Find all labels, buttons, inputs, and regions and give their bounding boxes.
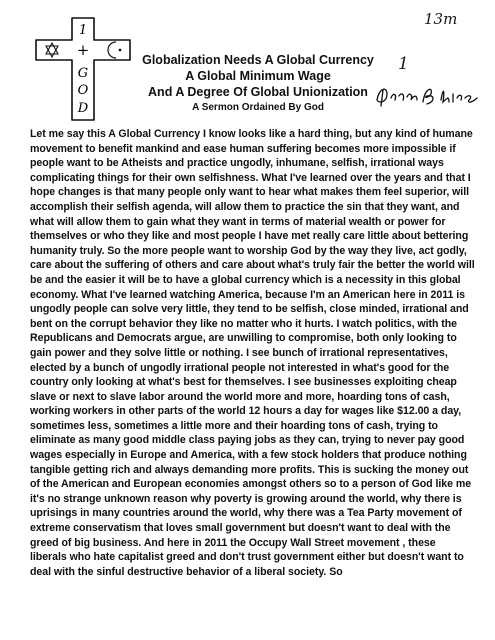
cross-text-plus: + — [76, 41, 90, 59]
cross-text-1: 1 — [78, 23, 88, 38]
cross-text-o: O — [77, 83, 89, 98]
cross-text-d: D — [77, 101, 89, 116]
body-paragraph: Let me say this A Global Currency I know looks like a hard thing, but any kind of humane movement to benefit mankind and ease human suffering becomes more impossible if people want to be Atheists and practice ungodly, inhumane, selfish, irrational ways complicating things for their own selfishness. What I've learned over the years and that I hope changes is that many people only want to hear what makes them feel superior, will accomplish their selfish agenda, will allow them to practice the sin that they want, and what will allow them to gain what they want in terms of material wealth or power for themselves or who they like and most people I have met really care little about bettering humanity truly. So the more people want to worship God by the way they live, act godly, care about the suffering of others and care about what's truly fair the better the world will be and the easier it will be to have a global currency which is a necessity in this global economy. What I've learned watching America, because I'm an American here in 2011 is ungodly people can solve very little, they tend to be selfish, close minded, irrational and bent on the corrupt behavior they like no matter who it hurts. I watch politics, with the Republicans and Democrats argue, are unwilling to compromise, both only looking to gain power and they solve little or nothing. I see bunch of irrational representatives, elected by a bunch of ungodly irrational people not interested in what's good for the country only looking at what's best for themselves. I see businesses exploiting cheap slave or next to slave labor around the world more and more, hoarding tons of cash, working workers in other parts of the world 12 hours a day for wages like $12.00 a day, sometimes less, sometimes a little more and their hoarding tons of cash, trying to eliminate as many good middle class paying jobs as they can, trying to never pay good wages especially in Europe and America, with a few stock holders that produce nothing tangible getting rich and always demanding more profits. This is sucking the money out of the American and European economies amongst others so to a person of God like me it's no strange unknown reason why poverty is growing around the world, why there is uprisings in many countries around the world, why there was a Tea Party movement of extreme conservatism that loves small government but doesn't want to deal with the greed of big business. And here in 2011 the Occupy Wall Street movement , these liberals who hate capitalist greed and don't trust government either but doesn't want to deal with the sinful destructive behavior of a liberal society. So — [30, 128, 475, 578]
title-block — [128, 52, 388, 115]
crescent-star-icon — [108, 42, 121, 58]
cross-logo — [30, 14, 138, 124]
subtitle: A Sermon Ordained By God — [192, 102, 324, 113]
handwritten-page-number: 1 — [398, 54, 409, 74]
title-line-2: A Global Minimum Wage — [185, 69, 331, 83]
handwritten-signature — [373, 80, 481, 110]
handwritten-page-code: 13m — [424, 10, 458, 28]
title-line-3: And A Degree Of Global Unionization — [148, 85, 368, 99]
star-of-david-icon — [46, 43, 58, 57]
title-line-1: Globalization Needs A Global Currency — [142, 53, 374, 67]
cross-text-g: G — [77, 66, 89, 81]
